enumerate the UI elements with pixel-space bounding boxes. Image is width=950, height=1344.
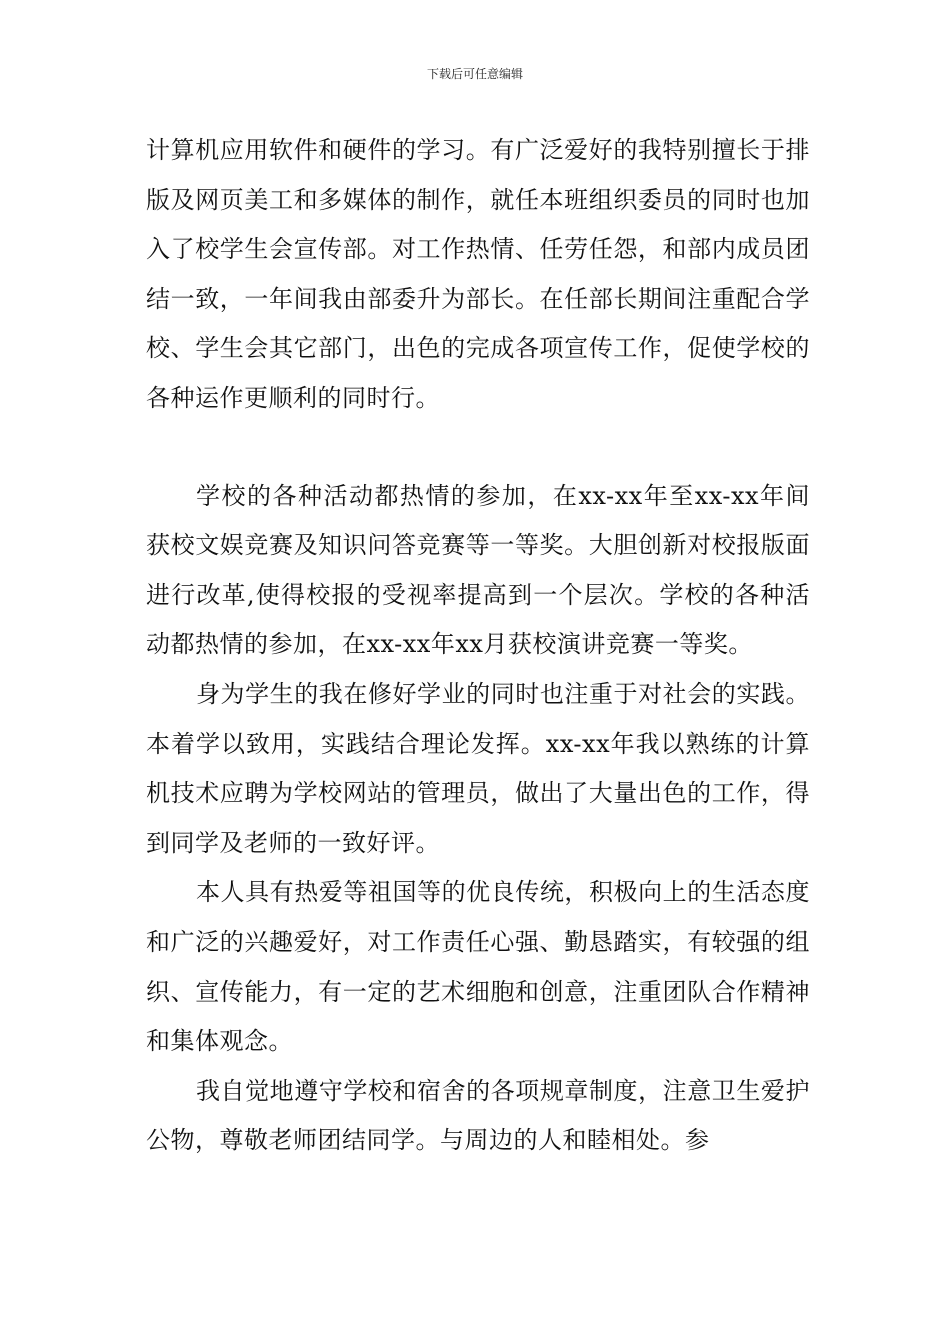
document-body xyxy=(146,126,810,1166)
paragraph-4: 本人具有热爱等祖国等的优良传统，积极向上的生活态度和广泛的兴趣爱好，对工作责任心强、勤恳踏实，有较强的组织、宣传能力，有一定的艺术细胞和创意，注重团队合作精神和集体观念。 xyxy=(146,878,810,1056)
paragraph-5: 我自觉地遵守学校和宿舍的各项规章制度，注意卫生爱护公物，尊敬老师团结同学。与周边的人和睦相处。参 xyxy=(146,1076,810,1155)
paragraph-gap xyxy=(146,424,810,472)
page-header: 下载后可任意编辑 xyxy=(426,67,523,81)
paragraph-1: 计算机应用软件和硬件的学习。有广泛爱好的我特别擅长于排版及网页美工和多媒体的制作，就任本班组织委员的同时也加入了校学生会宣传部。对工作热情、任劳任怨，和部内成员团结一致，一年间我由部委升为部长。在任部长期间注重配合学校、学生会其它部门，出色的完成各项宣传工作，促使学校的各种运作更顺利的同时行。 xyxy=(146,136,810,412)
paragraph-3: 身为学生的我在修好学业的同时也注重于对社会的实践。本着学以致用，实践结合理论发挥。xx-xx年我以熟练的计算机技术应聘为学校网站的管理员，做出了大量出色的工作，得到同学及老师的一致好评。 xyxy=(146,679,810,857)
paragraph-2: 学校的各种活动都热情的参加，在xx-xx年至xx-xx年间获校文娱竞赛及知识问答竞赛等一等奖。大胆创新对校报版面进行改革,使得校报的受视率提高到一个层次。学校的各种活动都热情的参加，在xx-xx年xx月获校演讲竞赛一等奖。 xyxy=(146,481,810,659)
